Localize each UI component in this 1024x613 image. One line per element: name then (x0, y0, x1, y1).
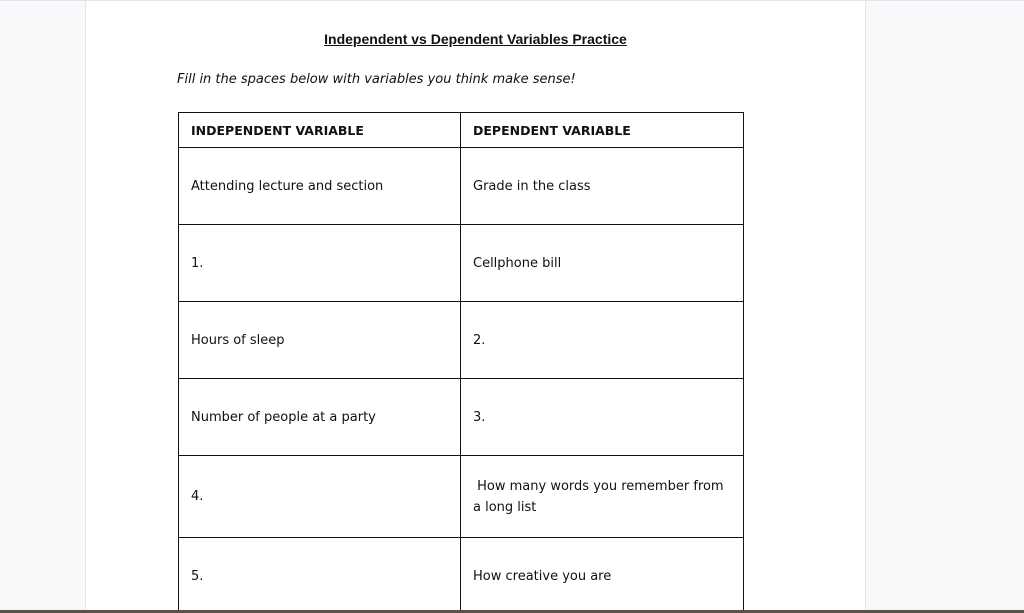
table-row (179, 302, 744, 379)
table-row (179, 148, 744, 225)
header-independent: INDEPENDENT VARIABLE (179, 113, 461, 148)
table-row (179, 456, 744, 538)
header-dependent: DEPENDENT VARIABLE (461, 113, 744, 148)
independent-cell: Number of people at a party (179, 379, 461, 456)
variables-table (178, 112, 744, 612)
independent-cell: 4. (179, 456, 461, 538)
independent-cell: 5. (179, 538, 461, 613)
dependent-cell: How many words you remember from a long list (461, 456, 744, 538)
table-row (179, 379, 744, 456)
dependent-cell: 2. (461, 302, 744, 379)
document-page (85, 1, 866, 612)
dependent-cell: Cellphone bill (461, 225, 744, 302)
dependent-cell: How creative you are (461, 538, 744, 613)
instruction-text: Fill in the spaces below with variables you think make sense! (177, 72, 576, 87)
independent-cell: 1. (179, 225, 461, 302)
dependent-cell: Grade in the class (461, 148, 744, 225)
table-row (179, 538, 744, 613)
table-row (179, 225, 744, 302)
document-title: Independent vs Dependent Variables Practice (324, 31, 627, 47)
independent-cell: Hours of sleep (179, 302, 461, 379)
independent-cell: Attending lecture and section (179, 148, 461, 225)
dependent-cell: 3. (461, 379, 744, 456)
table-header-row (179, 113, 744, 148)
